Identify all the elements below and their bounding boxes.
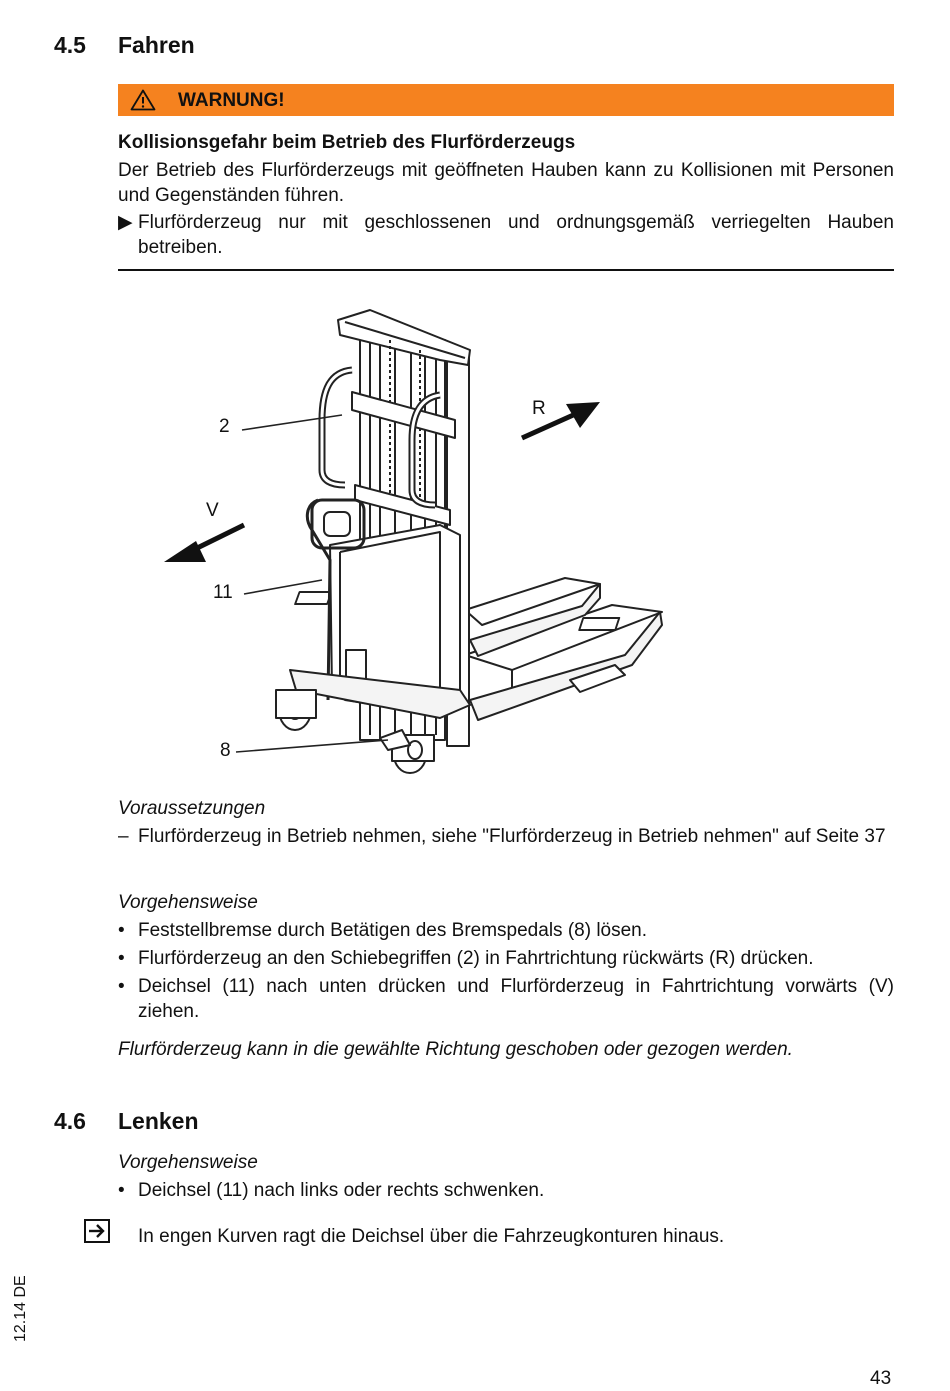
arrow-label-forward: V — [206, 500, 219, 521]
action-text: Flurförderzeug nur mit geschlossenen und ordnungsgemäß verriegelten Hauben betreiben. — [138, 212, 894, 258]
warning-triangle-icon — [130, 89, 156, 111]
action-marker: ▶ — [118, 212, 133, 233]
list-item-text: Flurförderzeug in Betrieb nehmen, siehe "Flurförderzeug in Betrieb nehmen" auf Seite 37 — [138, 826, 886, 847]
bullet-marker: • — [118, 920, 125, 941]
section-title: Fahren — [118, 32, 195, 58]
procedure-heading: Vorgehensweise — [118, 1152, 258, 1173]
stacker-illustration — [130, 290, 690, 790]
prerequisites-heading: Voraussetzungen — [118, 798, 266, 819]
list-item-text: Flurförderzeug an den Schiebegriffen (2) in Fahrtrichtung rückwärts (R) drücken. — [138, 948, 814, 969]
callout-2: 2 — [219, 416, 230, 437]
section-number: 4.5 — [54, 32, 86, 58]
callout-8: 8 — [220, 740, 231, 761]
edition-label: 12.14 DE — [12, 1275, 29, 1342]
bullet-marker: • — [118, 976, 125, 997]
list-item-text: Feststellbremse durch Betätigen des Bremspedals (8) lösen. — [138, 920, 648, 941]
page-number: 43 — [870, 1368, 892, 1389]
bullet-marker: • — [118, 1180, 125, 1201]
procedure-result: Flurförderzeug kann in die gewählte Richtung geschoben oder gezogen werden. — [118, 1039, 793, 1060]
procedure-heading: Vorgehensweise — [118, 892, 258, 913]
warning-bar — [118, 84, 894, 116]
arrow-label-reverse: R — [532, 398, 546, 419]
warning-heading: Kollisionsgefahr beim Betrieb des Flurförderzeugs — [118, 132, 576, 153]
bullet-marker: • — [118, 948, 125, 969]
arrow-right-box-icon — [84, 1219, 110, 1243]
list-item-text: Deichsel (11) nach unten drücken und Flurförderzeug in Fahrtrichtung vorwärts (V) ziehen. — [138, 976, 894, 1022]
dash-marker: – — [118, 826, 129, 847]
callout-11: 11 — [213, 582, 233, 603]
section-title: Lenken — [118, 1108, 199, 1134]
warning-text: Der Betrieb des Flurförderzeugs mit geöffneten Hauben kann zu Kollisionen mit Personen und Gegenständen führen. — [118, 160, 894, 206]
note-text: In engen Kurven ragt die Deichsel über die Fahrzeugkonturen hinaus. — [138, 1226, 725, 1247]
warning-label: WARNUNG! — [178, 90, 285, 111]
section-number: 4.6 — [54, 1108, 86, 1134]
list-item-text: Deichsel (11) nach links oder rechts schwenken. — [138, 1180, 545, 1201]
warning-rule — [118, 269, 894, 271]
